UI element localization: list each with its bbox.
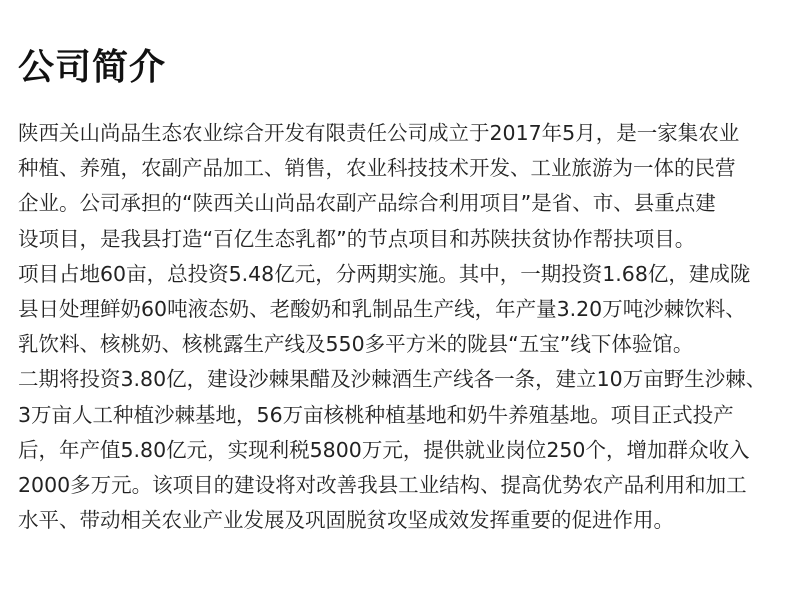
text-line: 水平、带动相关农业产业发展及巩固脱贫攻坚成效发挥重要的促进作用。 <box>18 508 674 533</box>
page-title: 公司简介 <box>18 47 167 88</box>
text-line: 项目占地60亩，总投资5.48亿元，分两期实施。其中，一期投资1.68亿，建成陇 <box>18 261 751 286</box>
text-line: 后，年产值5.80亿元，实现利税5800万元，提供就业岗位250个，增加群众收入 <box>18 437 750 462</box>
text-line: 陕西关山尚品生态农业综合开发有限责任公司成立于2017年5月，是一家集农业 <box>18 121 740 145</box>
text-line: 2000多万元。该项目的建设将对改善我县工业结构、提高优势农产品利用和加工 <box>18 472 747 497</box>
intro-body <box>18 116 778 538</box>
text-line: 乳饮料、核桃奶、核桃露生产线及550多平方米的陇县“五宝”线下体验馆。 <box>18 332 694 357</box>
text-line: 企业。公司承担的“陕西关山尚品农副产品综合利用项目”是省、市、县重点建 <box>18 191 716 216</box>
text-line: 种植、养殖，农副产品加工、销售，农业科技技术开发、工业旅游为一体的民营 <box>18 156 736 181</box>
text-line: 二期将投资3.80亿，建设沙棘果醋及沙棘酒生产线各一条，建立10万亩野生沙棘、 <box>18 367 767 392</box>
text-line: 设项目，是我县打造“百亿生态乳都”的节点项目和苏陕扶贫协作帮扶项目。 <box>18 226 696 251</box>
text-line: 3万亩人工种植沙棘基地，56万亩核桃种植基地和奶牛养殖基地。项目正式投产 <box>18 402 734 427</box>
text-line: 县日处理鲜奶60吨液态奶、老酸奶和乳制品生产线，年产量3.20万吨沙棘饮料、 <box>18 296 746 321</box>
